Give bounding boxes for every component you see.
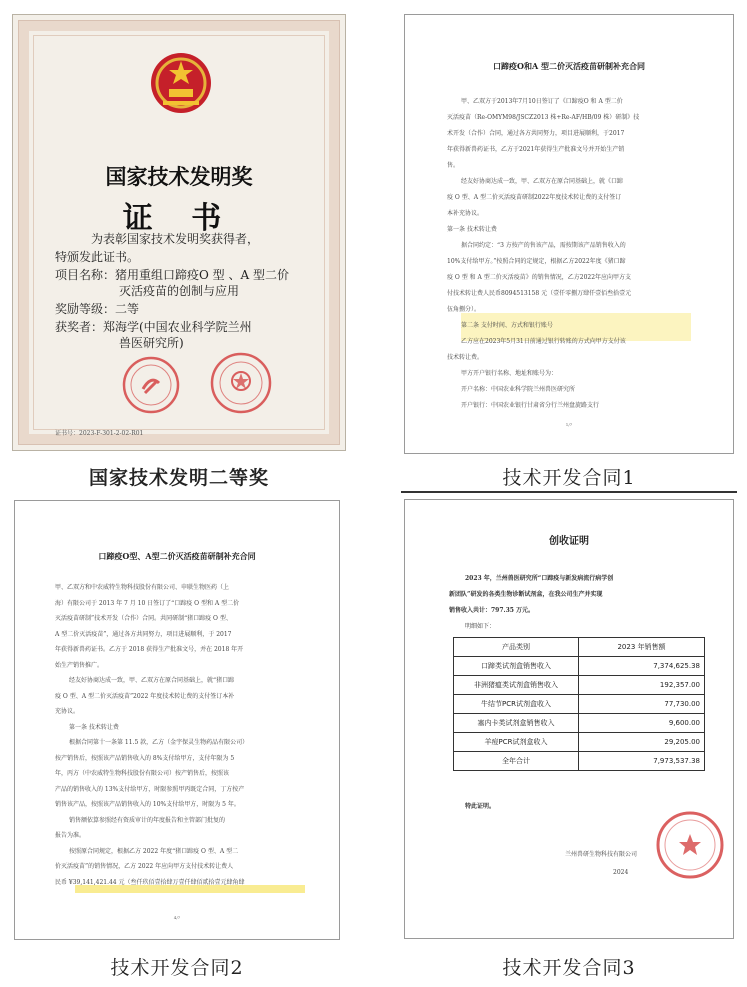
- intro-line: 2023 年，兰州兽医研究所“口蹄疫与新发病流行病学创: [465, 575, 614, 582]
- paragraph-line: 疫 O 型 和 A 型二价灭活疫苗》的销售情况，乙方2022年应向甲方支: [447, 274, 632, 281]
- intro-line: 销售收入共计：797.35 万元。: [449, 607, 535, 614]
- table-cell: 7,374,625.38: [579, 657, 705, 676]
- caption-contract-3: 技术开发合同3: [502, 957, 636, 979]
- certificate-project-line: 项目名称：猪用重组口蹄疫O 型 、A 型二价: [55, 268, 289, 282]
- national-emblem-icon: [149, 51, 213, 115]
- paragraph-line: 疫 O 型、A 型二价灭活疫苗”2022 年度技术转让费的支付签订本补: [55, 692, 235, 700]
- table-cell: 羊痘PCR试剂盒收入: [454, 733, 579, 752]
- signature-year: 2024: [613, 869, 629, 876]
- certificate-project-line-2: 灭活疫苗的创制与应用: [119, 284, 240, 298]
- certificate-grade-line: 奖励等级：二等: [55, 302, 140, 316]
- table-row: [454, 733, 705, 752]
- revenue-table: [453, 637, 705, 771]
- closing-text: 特此证明。: [465, 803, 496, 810]
- table-cell: 77,730.00: [579, 695, 705, 714]
- caption-certificate: 国家技术发明二等奖: [88, 467, 269, 489]
- paragraph-line: 甲方开户银行名称、地址和账号为：: [461, 370, 558, 377]
- table-cell: 塞内卡类试剂盒销售收入: [454, 714, 579, 733]
- paragraph-line: 根据合同第十一条第 11.5 款，乙方（金宇保灵生物药品有限公司）: [69, 739, 249, 746]
- certificate-subtitle: 证 书: [122, 201, 236, 236]
- paragraph-line: 海）有限公司于 2013 年 7 月 10 日签订了“口蹄疫 O 型和 A 型二价: [55, 599, 240, 607]
- paragraph-line: 民币 ¥39,141,421.44 元（叁仟玖佰壹拾肆万壹仟肆佰贰拾壹元肆角肆: [55, 878, 245, 886]
- paragraph-line: 第二条 支付时间、方式和银行账号: [461, 322, 553, 329]
- paragraph-line: 术开发（合作）合同，通过各方共同努力，项目进展顺利，于2017: [447, 130, 625, 137]
- header-cell: 产品类别: [454, 638, 579, 657]
- paragraph-line: 灭活疫苗研制”技术开发（合作）合同。共同研制“猪口蹄疫 O 型、: [55, 615, 232, 622]
- paragraph-line: 甲、乙双方于2013年7月10日签订了《口蹄疫O 和 A 型二价: [461, 98, 623, 105]
- contract-1-image: [404, 14, 734, 454]
- company-seal-icon: [655, 810, 725, 880]
- table-row: [454, 752, 705, 771]
- paragraph-line: 伍角捌分）。: [447, 306, 481, 313]
- certificate-number: 证书号：2023-F-301-2-02-R01: [55, 430, 144, 437]
- red-seal-icon: [209, 351, 273, 415]
- paragraph-line: 甲、乙双方和中农威特生物科技股份有限公司、申联生物医药（上: [55, 584, 230, 591]
- certificate-image: [12, 14, 346, 451]
- intro-line: 明细如下：: [465, 623, 496, 630]
- paragraph-line: 10%支付给甲方。”按照合同的定规定，根据乙方2022年度《猪口蹄: [447, 258, 626, 265]
- paragraph-line: 售。: [447, 162, 460, 169]
- paragraph-line: 乙方应在2023年5月31日前通过银行转账的方式向甲方支付该: [461, 338, 626, 345]
- table-row: [454, 695, 705, 714]
- contract-1-page-number: 1/7: [565, 422, 573, 427]
- paragraph-line: A 型二价灭活疫苗”，通过各方共同努力，项目进展顺利，于 2017: [55, 630, 232, 638]
- table-header-row: [454, 638, 705, 657]
- paragraph-line: 疫 O 型、A 型二价灭活疫苗研制2022年度技术转让费的支付签订: [447, 194, 622, 201]
- table-cell: 9,600.00: [579, 714, 705, 733]
- contract-2-page-number: 4/7: [173, 915, 181, 920]
- table-cell: 口蹄类试剂盒销售收入: [454, 657, 579, 676]
- certificate-line: 为表彰国家技术发明奖获得者，: [91, 232, 260, 246]
- table-row: [454, 657, 705, 676]
- paragraph-line: 充协议。: [55, 708, 80, 715]
- certificate-title: 国家技术发明奖: [105, 165, 253, 189]
- paragraph-line: 付技术转让费人民币8094513158 元（壹仟零捌万肆仟壹佰叁拾壹元: [447, 290, 632, 297]
- paragraph-line: 技术转让费。: [447, 354, 484, 361]
- paragraph-line: 始生产销售推广。: [55, 661, 104, 669]
- paragraph-line: 报告为准。: [55, 832, 86, 839]
- table-cell: 全年合计: [454, 752, 579, 771]
- paragraph-line: 第一条 技术转让费: [447, 226, 497, 233]
- paragraph-line: 按照原合同规定，根据乙方 2022 年度“猪口蹄疫 O 型、A 型二: [69, 847, 239, 855]
- divider-line: [401, 491, 737, 493]
- caption-contract-2: 技术开发合同2: [110, 957, 244, 979]
- red-seal-icon: [121, 355, 181, 415]
- paragraph-line: 第一条 技术转让费: [69, 723, 119, 731]
- paragraph-line: 按产销售后，按照该产品销售收入的 8%支付给甲方，支付年限为 5: [55, 754, 235, 762]
- table-cell: 192,357.00: [579, 676, 705, 695]
- table-row: [454, 714, 705, 733]
- table-cell: 29,205.00: [579, 733, 705, 752]
- contract-2-title: 口蹄疫O型、A型二价灭活疫苗研制补充合同: [98, 551, 256, 561]
- header-cell: 2023 年销售额: [579, 638, 705, 657]
- intro-line: 新团队”研发的各类生物诊断试剂盒，在我公司生产并实现: [449, 591, 603, 598]
- paragraph-line: 销售额依算参照经有资质审计的年度报告和主管部门批复的: [69, 816, 226, 824]
- certificate-winner-line-2: 兽医研究所): [119, 336, 184, 350]
- table-cell: 牛结节PCR试剂盒收入: [454, 695, 579, 714]
- paragraph-line: 经友好协商达成一致，甲、乙双方在原合同基础上，就《口蹄: [461, 178, 624, 185]
- paragraph-line: 年，丙方（中农威特生物科技股份有限公司）按产销售后，按照该: [55, 770, 230, 777]
- contract-2-image: [14, 500, 340, 940]
- paragraph-line: 产品的销售收入的 13%支付给甲方，时限参照甲丙既定合同，丁方按产: [55, 785, 245, 793]
- certificate-winner-line: 获奖者：郑海学(中国农业科学院兰州: [55, 320, 252, 334]
- paragraph-line: 开户银行：中国农业银行甘肃省分行兰州盘旋路支行: [461, 402, 600, 409]
- caption-contract-1: 技术开发合同1: [502, 467, 636, 489]
- paragraph-line: 价灭活疫苗”的销售情况，乙方 2022 年应向甲方支付技术转让费人: [55, 863, 234, 870]
- contract-1-title: 口蹄疫O和A 型二价灭活疫苗研制补充合同: [493, 61, 645, 71]
- certificate-line: 特颁发此证书。: [55, 250, 140, 264]
- paragraph-line: 开户名称：中国农业科学院兰州兽医研究所: [461, 386, 576, 393]
- paragraph-line: 销售该产品，按照该产品销售收入的 10%支付给甲方，时限为 5 年。: [55, 801, 240, 808]
- table-cell: 7,973,537.38: [579, 752, 705, 771]
- paragraph-line: 据合同约定：“3 方按产的售该产品，需按期该产品销售收入的: [461, 242, 626, 249]
- table-row: [454, 676, 705, 695]
- table-cell: 非洲猪瘟类试剂盒销售收入: [454, 676, 579, 695]
- paragraph-line: 灭活疫苗（Re-OMYM98/JSCZ2013 株+Re-AF/HB/09 株）研制》技: [447, 114, 640, 121]
- paragraph-line: 本补充协议。: [447, 210, 484, 217]
- contract-3-image: [404, 499, 734, 939]
- paragraph-line: 年获得新兽药证书。乙方于 2018 获得生产批准文号，并在 2018 年开: [55, 646, 244, 653]
- paragraph-line: 年获得新兽药证书，乙方于2021年获得生产批准文号并开始生产销: [447, 146, 625, 153]
- contract-3-title: 创收证明: [549, 536, 589, 547]
- signature-company: 兰州兽研生物科技有限公司: [565, 851, 638, 858]
- paragraph-line: 经友好协商达成一致，甲、乙双方在原合同基础上，就“猪口蹄: [69, 677, 235, 684]
